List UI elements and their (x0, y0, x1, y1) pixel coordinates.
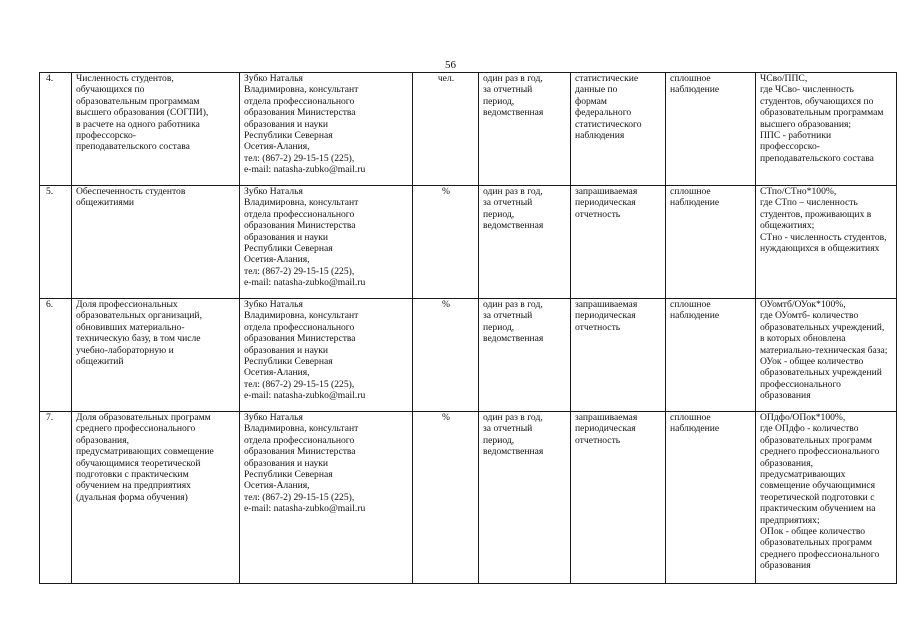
source-cell: запрашиваемая периодическая отчетность (571, 186, 666, 299)
unit-cell: % (413, 186, 479, 299)
responsible-cell: Зубко Наталья Владимировна, консультант отдела профессионального образования Министерства образования и науки Республики Северная Осетия-Алания, тел: (867-2) 29-15-15 (225), e-mail: natasha-zubko@mail.ru (240, 73, 413, 186)
table-row (40, 73, 897, 186)
indicator-cell: Численность студентов, обучающихся по образовательным программам высшего образования (СОГПИ), в расчете на одного работника профессорско- преподавательского состава (72, 73, 240, 186)
periodicity-cell: один раз в год, за отчетный период, ведомственная (479, 73, 571, 186)
row-number-cell: 6. (40, 299, 72, 412)
formula-cell: ОУомтб/ОУок*100%, где ОУомтб- количество образовательных учреждений, в которых обновлена материально-техническая база; ОУок - общее количество образовательных учреждений профессионального образования (756, 299, 897, 412)
periodicity-cell: один раз в год, за отчетный период, ведомственная (479, 412, 571, 584)
method-cell: сплошное наблюдение (666, 186, 756, 299)
formula-cell: ЧСво/ППС, где ЧСво- численность студентов, обучающихся по образовательным программам высшего образования; ППС - работники профессорско- преподавательского состава (756, 73, 897, 186)
unit-cell: % (413, 412, 479, 584)
table-row (40, 412, 897, 584)
unit-cell: чел. (413, 73, 479, 186)
responsible-cell: Зубко Наталья Владимировна, консультант отдела профессионального образования Министерства образования и науки Республики Северная Осетия-Алания, тел: (867-2) 29-15-15 (225), e-mail: natasha-zubko@mail.ru (240, 299, 413, 412)
indicator-cell: Доля образовательных программ среднего профессионального образования, предусматривающих совмещение обучающимися теоретической подготовки с практическим обучением на предприятиях (дуальная форма обучения) (72, 412, 240, 584)
method-cell: сплошное наблюдение (666, 412, 756, 584)
responsible-cell: Зубко Наталья Владимировна, консультант отдела профессионального образования Министерства образования и науки Республики Северная Осетия-Алания, тел: (867-2) 29-15-15 (225), e-mail: natasha-zubko@mail.ru (240, 412, 413, 584)
periodicity-cell: один раз в год, за отчетный период, ведомственная (479, 299, 571, 412)
unit-cell: % (413, 299, 479, 412)
indicator-cell: Обеспеченность студентов общежитиями (72, 186, 240, 299)
row-number-cell: 5. (40, 186, 72, 299)
indicators-table (39, 72, 897, 584)
source-cell: запрашиваемая периодическая отчетность (571, 299, 666, 412)
periodicity-cell: один раз в год, за отчетный период, ведомственная (479, 186, 571, 299)
indicator-cell: Доля профессиональных образовательных организаций, обновивших материально- техническую базу, в том числе учебно-лабораторную и общежитий (72, 299, 240, 412)
method-cell: сплошное наблюдение (666, 73, 756, 186)
row-number-cell: 7. (40, 412, 72, 584)
page-number: 56 (445, 59, 456, 71)
row-number-cell: 4. (40, 73, 72, 186)
responsible-cell: Зубко Наталья Владимировна, консультант отдела профессионального образования Министерства образования и науки Республики Северная Осетия-Алания, тел: (867-2) 29-15-15 (225), e-mail: natasha-zubko@mail.ru (240, 186, 413, 299)
source-cell: статистические данные по формам федерального статистического наблюдения (571, 73, 666, 186)
table-row (40, 299, 897, 412)
formula-cell: ОПдфо/ОПок*100%, где ОПдфо - количество образовательных программ среднего профессионального образования, предусматривающих совмещение обучающимися теоретической подготовки с практическим обучением на предприятиях; ОПок - общее количество образовательных программ среднего профессионального образования (756, 412, 897, 584)
method-cell: сплошное наблюдение (666, 299, 756, 412)
formula-cell: СТпо/СТно*100%, где СТпо – численность студентов, проживающих в общежитиях; СТно - численность студентов, нуждающихся в общежитиях (756, 186, 897, 299)
source-cell: запрашиваемая периодическая отчетность (571, 412, 666, 584)
table-row (40, 186, 897, 299)
